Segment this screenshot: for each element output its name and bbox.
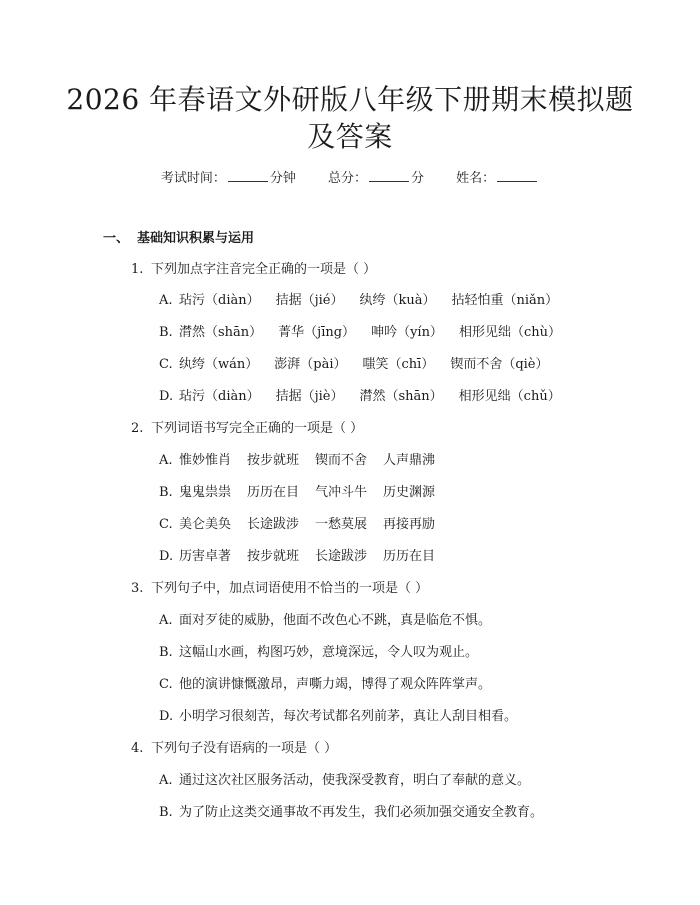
option-3b[interactable] [159,643,478,663]
option-1b[interactable] [159,323,561,343]
option-word: 玷污（diàn） [179,293,260,308]
question-number: 3. [131,581,144,596]
total-score-unit: 分 [411,171,425,186]
option-word: 美仑美奂 [179,517,232,532]
option-letter: C. [159,677,173,692]
exam-time-label: 考试时间： [160,171,226,186]
option-letter: B. [159,325,173,340]
question-4 [131,739,337,759]
option-letter: A. [159,293,173,308]
option-sentence: 小明学习很刻苦，每次考试都名列前茅，真让人刮目相看。 [179,709,518,724]
section-title: 基础知识积累与运用 [137,231,255,246]
option-word: 相形见绌（chǔ） [458,389,561,404]
option-2c[interactable] [159,515,435,535]
option-letter: D. [159,709,174,724]
option-letter: A. [159,453,173,468]
option-sentence: 他的演讲慷慨激昂，声嘶力竭，博得了观众阵阵掌声。 [179,677,492,692]
option-3c[interactable] [159,675,491,695]
option-word: 纨绔（kuà） [359,293,436,308]
option-letter: C. [159,357,173,372]
question-1 [131,260,376,280]
section-number: 一、 [103,231,130,246]
total-score-label: 总分： [327,171,367,186]
option-sentence: 面对歹徒的威胁，他面不改色心不跳，真是临危不惧。 [179,613,492,628]
student-name-label: 姓名： [456,171,496,186]
exam-time [161,167,296,189]
option-word: 玷污（diàn） [179,389,260,404]
student-name [456,167,539,189]
question-3 [131,579,428,599]
option-word: 历害卓著 [179,549,232,564]
option-word: 拮据（jié） [275,293,344,308]
option-sentence: 这幅山水画，构图巧妙，意境深远，令人叹为观止。 [179,645,479,660]
option-3d[interactable] [159,707,517,727]
option-3a[interactable] [159,611,491,631]
option-word: 锲而不舍 [315,453,368,468]
exam-info-line [0,167,700,189]
option-word: 按步就班 [247,549,300,564]
option-word: 气冲斗牛 [315,485,368,500]
option-word: 历历在目 [247,485,300,500]
option-letter: B. [159,645,173,660]
option-word: 再接再励 [383,517,436,532]
page-title: 2026 年春语文外研版八年级下册期末模拟题 [66,83,634,116]
exam-time-blank[interactable] [228,167,268,182]
option-word: 鬼鬼祟祟 [179,485,232,500]
option-letter: A. [159,613,173,628]
option-2a[interactable] [159,451,435,471]
option-word: 拈轻怕重（niǎn） [451,293,559,308]
total-score [328,167,424,189]
option-1d[interactable] [159,387,561,407]
option-word: 人声鼎沸 [383,453,436,468]
page-title-continued: 及答案 [307,120,393,153]
option-word: 纨绔（wán） [179,357,259,372]
option-word: 长途跋涉 [247,517,300,532]
option-word: 历历在目 [383,549,436,564]
question-text: 下列加点字注音完全正确的一项是（ ） [151,262,377,277]
option-2d[interactable] [159,547,435,567]
question-text: 下列词语书写完全正确的一项是（ ） [151,421,364,436]
option-letter: B. [159,485,173,500]
question-text: 下列句子没有语病的一项是（ ） [151,741,338,756]
option-word: 拮据（jiè） [275,389,344,404]
option-word: 菁华（jīng） [278,325,356,340]
option-letter: A. [159,773,173,788]
option-sentence: 通过这次社区服务活动，使我深受教育，明白了奉献的意义。 [179,773,531,788]
option-word: 惟妙惟肖 [179,453,232,468]
question-number: 1. [131,262,144,277]
question-2 [131,419,363,439]
section-heading [103,229,254,249]
total-score-blank[interactable] [369,167,409,182]
option-word: 长途跋涉 [315,549,368,564]
option-word: 按步就班 [247,453,300,468]
student-name-blank[interactable] [497,167,537,182]
option-4b[interactable] [159,803,543,823]
question-number: 2. [131,421,144,436]
option-word: 一愁莫展 [315,517,368,532]
option-letter: C. [159,517,173,532]
option-1c[interactable] [159,355,549,375]
option-word: 相形见绌（chù） [458,325,561,340]
option-sentence: 为了防止这类交通事故不再发生，我们必须加强交通安全教育。 [179,805,544,820]
option-4a[interactable] [159,771,530,791]
question-number: 4. [131,741,144,756]
option-letter: D. [159,389,174,404]
option-letter: D. [159,549,174,564]
option-1a[interactable] [159,291,558,311]
option-word: 澎湃（pài） [274,357,347,372]
question-text: 下列句子中，加点词语使用不恰当的一项是（ ） [151,581,429,596]
option-word: 潸然（shān） [179,325,263,340]
option-word: 嗤笑（chī） [362,357,435,372]
option-2b[interactable] [159,483,435,503]
option-word: 潸然（shān） [359,389,443,404]
option-letter: B. [159,805,173,820]
option-word: 历史渊源 [383,485,436,500]
option-word: 呻吟（yín） [371,325,443,340]
exam-time-unit: 分钟 [269,171,296,186]
option-word: 锲而不舍（qiè） [450,357,549,372]
